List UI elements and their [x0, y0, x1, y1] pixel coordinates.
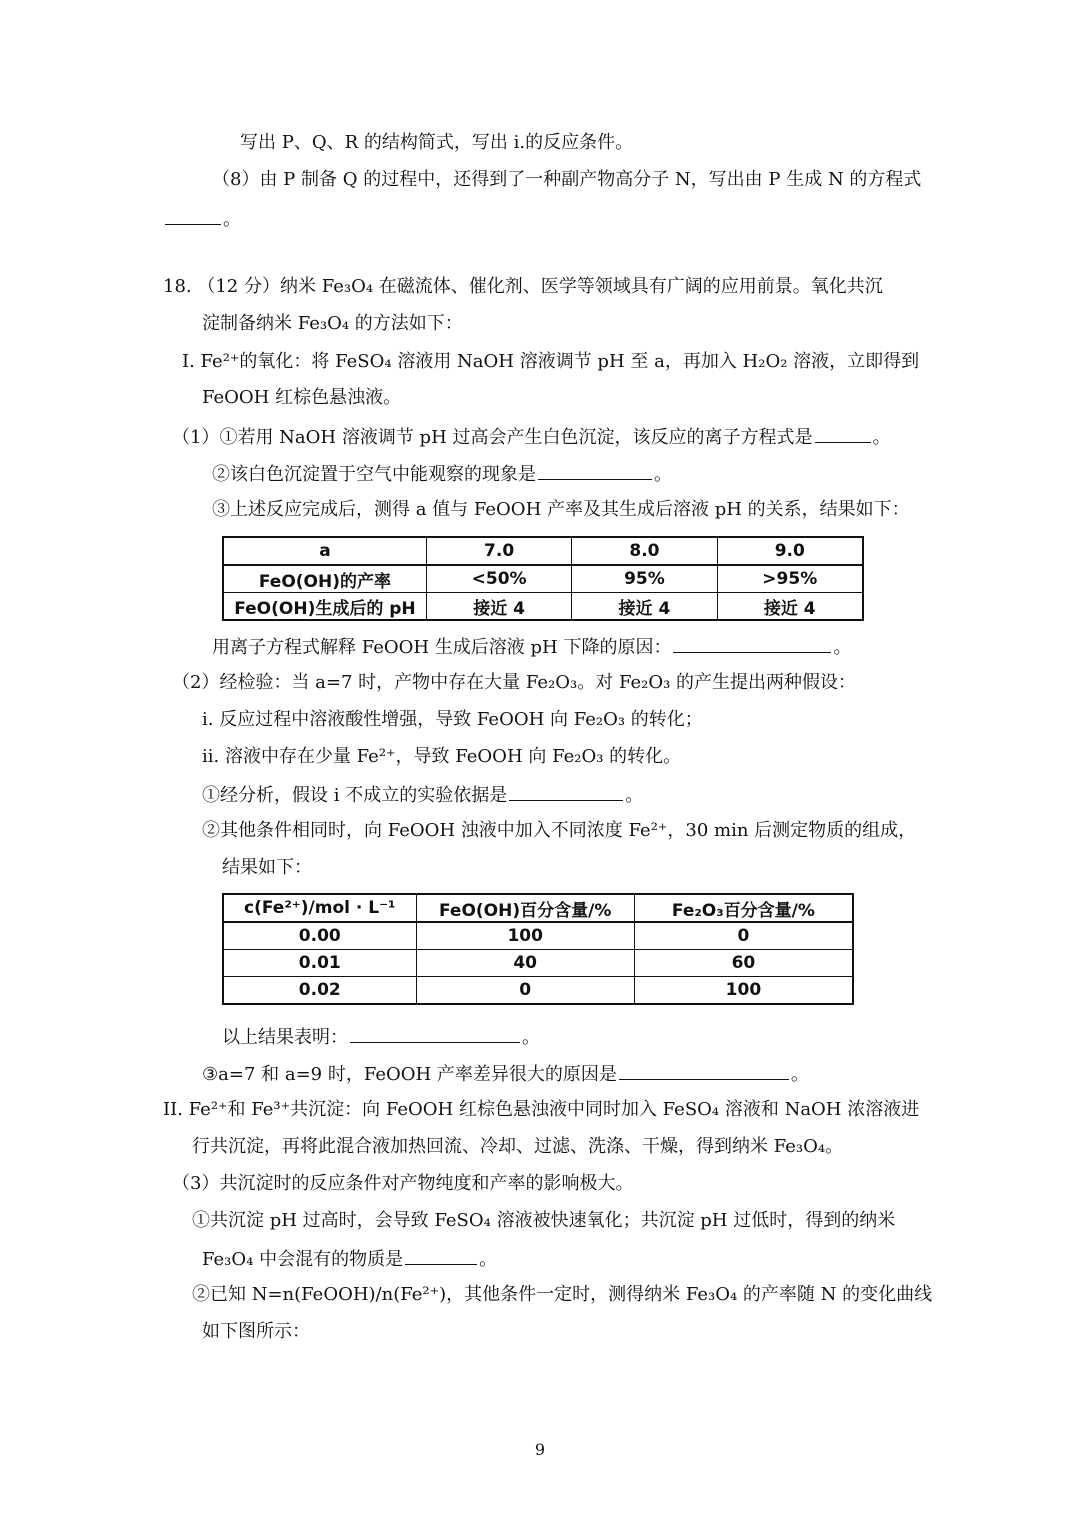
period: 。 [625, 785, 644, 806]
table-cell: 0.02 [223, 977, 416, 1005]
q1-2 [212, 461, 672, 485]
hypothesis-i: i. 反应过程中溶液酸性增强，导致 FeOOH 向 Fe₂O₃ 的转化； [202, 709, 703, 730]
page-number: 9 [534, 1440, 546, 1459]
table-cell: 接近 4 [426, 593, 571, 621]
table-cell: 60 [634, 950, 853, 977]
q2-2: ②其他条件相同时，向 FeOOH 浊液中加入不同浓度 Fe²⁺，30 min 后测定物质的组成， [202, 820, 917, 841]
table-row [223, 593, 863, 621]
answer-blank[interactable] [350, 1024, 520, 1043]
q18-stem-cont: 淀制备纳米 Fe₃O₄ 的方法如下： [202, 313, 463, 334]
answer-blank[interactable] [815, 424, 871, 443]
q2-conclusion [222, 1024, 540, 1048]
q1-2-text: ②该白色沉淀置于空气中能观察的现象是 [212, 464, 536, 485]
hypothesis-ii: ii. 溶液中存在少量 Fe²⁺，导致 FeOOH 向 Fe₂O₃ 的转化。 [202, 746, 682, 767]
q1-1-text: （1）①若用 NaOH 溶液调节 pH 过高会产生白色沉淀，该反应的离子方程式是 [172, 427, 813, 448]
table-cell: 0 [634, 922, 853, 950]
period: 。 [654, 464, 672, 485]
answer-blank[interactable] [405, 1246, 477, 1265]
table-cell: 95% [572, 565, 717, 593]
table-row [223, 565, 863, 593]
period: 。 [479, 1249, 498, 1270]
table-a-value-yield [222, 536, 864, 621]
period: 。 [833, 637, 852, 658]
table-cell: 接近 4 [572, 593, 717, 621]
part-ii-title: II. Fe²⁺和 Fe³⁺共沉淀：向 FeOOH 红棕色悬浊液中同时加入 FeSO₄ 溶液和 NaOH 浓溶液进 [163, 1099, 920, 1120]
q2-conclusion-text: 以上结果表明： [222, 1027, 348, 1048]
answer-blank[interactable] [509, 782, 623, 801]
table-cell: 0.00 [223, 922, 416, 950]
q2-1-text: ①经分析，假设 i 不成立的实验依据是 [202, 785, 508, 806]
table-header-row [223, 537, 863, 565]
q2-3-text: ③a=7 和 a=9 时，FeOOH 产率差异很大的原因是 [202, 1064, 617, 1085]
q3-2: ②已知 N=n(FeOOH)/n(Fe²⁺)，其他条件一定时，测得纳米 Fe₃O₄ 的产率随 N 的变化曲线 [192, 1284, 933, 1305]
part-ii-cont: 行共沉淀，再将此混合液加热回流、冷却、过滤、洗涤、干燥，得到纳米 Fe₃O₄。 [192, 1136, 844, 1157]
q1-explain-text: 用离子方程式解释 FeOOH 生成后溶液 pH 下降的原因： [212, 637, 672, 658]
table-cell: 40 [416, 950, 634, 977]
q1-3: ③上述反应完成后，测得 a 值与 FeOOH 产率及其生成后溶液 pH 的关系，结果如下： [212, 499, 910, 520]
answer-blank[interactable] [673, 634, 831, 653]
q8-question: （8）由 P 制备 Q 的过程中，还得到了一种副产物高分子 N，写出由 P 生成 N 的方程式 [212, 169, 922, 190]
q3-1: ①共沉淀 pH 过高时，会导致 FeSO₄ 溶液被快速氧化；共沉淀 pH 过低时，得到的纳米 [192, 1210, 896, 1231]
table-row [223, 950, 853, 977]
table-header-cell: 7.0 [426, 537, 571, 565]
q7-instruction: 写出 P、Q、R 的结构简式，写出 i.的反应条件。 [240, 132, 634, 153]
table-cell: 100 [416, 922, 634, 950]
q3-2-cont: 如下图所示： [202, 1321, 310, 1342]
q1-1 [172, 424, 891, 448]
table-cell: 0.01 [223, 950, 416, 977]
period: 。 [872, 427, 891, 448]
q2-2-cont: 结果如下： [222, 857, 312, 878]
q8-answer-line [163, 206, 241, 230]
table-fe2-concentration [222, 893, 854, 1005]
answer-blank[interactable] [165, 206, 221, 225]
period: 。 [790, 1064, 809, 1085]
table-cell: FeO(OH)生成后的 pH [223, 593, 426, 621]
table-cell: <50% [426, 565, 571, 593]
q3-1-cont-text: Fe₃O₄ 中会混有的物质是 [202, 1249, 404, 1270]
part-i-title: I. Fe²⁺的氧化：将 FeSO₄ 溶液用 NaOH 溶液调节 pH 至 a，再加入 H₂O₂ 溶液，立即得到 [182, 351, 920, 372]
table-cell: >95% [717, 565, 863, 593]
q2-3 [202, 1061, 809, 1085]
period: 。 [522, 1027, 540, 1048]
q2: （2）经检验：当 a=7 时，产物中存在大量 Fe₂O₃。对 Fe₂O₃ 的产生提出两种假设： [172, 672, 857, 693]
answer-blank[interactable] [619, 1061, 789, 1080]
table-header-cell: 8.0 [572, 537, 717, 565]
table-cell: 0 [416, 977, 634, 1005]
q3-1-cont [202, 1246, 497, 1270]
table-header-row [223, 894, 853, 922]
table-header-cell: c(Fe²⁺)/mol · L⁻¹ [223, 894, 416, 922]
table-cell: 接近 4 [717, 593, 863, 621]
table-row [223, 922, 853, 950]
period: 。 [223, 209, 241, 230]
table-header-cell: 9.0 [717, 537, 863, 565]
table-row [223, 977, 853, 1005]
part-i-cont: FeOOH 红棕色悬浊液。 [202, 387, 402, 408]
q1-explain [212, 634, 851, 658]
table-cell: 100 [634, 977, 853, 1005]
table-header-cell: FeO(OH)百分含量/% [416, 894, 634, 922]
table-cell: FeO(OH)的产率 [223, 565, 426, 593]
q18-stem: 18. （12 分）纳米 Fe₃O₄ 在磁流体、催化剂、医学等领域具有广阔的应用前景。氧化共沉 [163, 276, 883, 297]
answer-blank[interactable] [538, 461, 652, 480]
table-header-cell: Fe₂O₃百分含量/% [634, 894, 853, 922]
q3: （3）共沉淀时的反应条件对产物纯度和产率的影响极大。 [172, 1173, 634, 1194]
table-header-cell: a [223, 537, 426, 565]
q2-1 [202, 782, 643, 806]
